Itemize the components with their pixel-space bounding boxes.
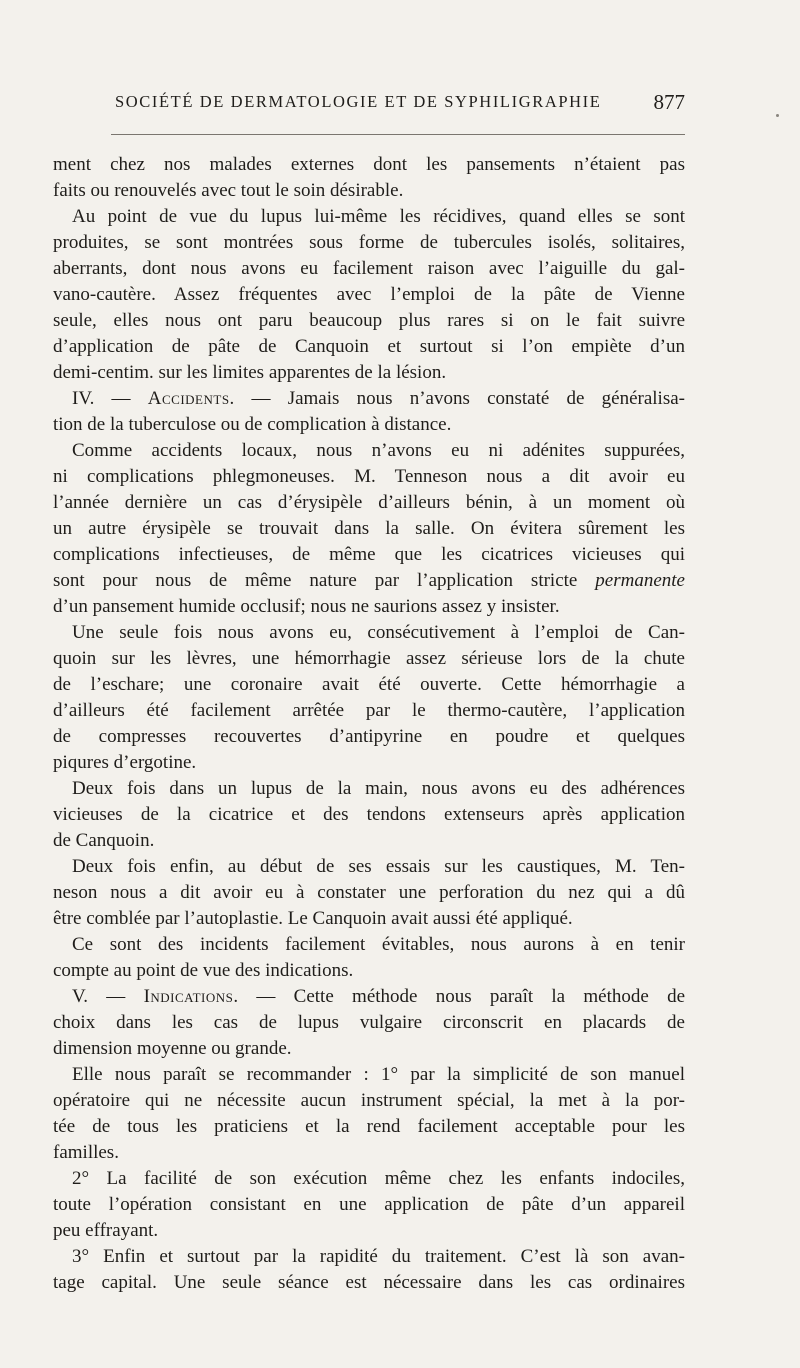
text-line: IV. — Accidents. — Jamais nous n’avons constaté de généralisa-: [72, 388, 685, 409]
text-line: vicieuses de la cicatrice et des tendons extenseurs après application: [53, 804, 685, 825]
paragraph: [53, 152, 685, 204]
text-line: de Canquoin.: [53, 830, 155, 851]
text-line: Une seule fois nous avons eu, consécutivement à l’emploi de Can-: [72, 622, 685, 643]
text-line: Comme accidents locaux, nous n’avons eu ni adénites suppurées,: [72, 440, 685, 461]
section-heading: Indications: [143, 986, 234, 1007]
text-line: demi-centim. sur les limites apparentes de la lésion.: [53, 362, 447, 383]
emphasis: permanente: [595, 570, 685, 591]
paragraph: [53, 438, 685, 620]
text-line: Ce sont des incidents facilement évitables, nous aurons à en tenir: [72, 934, 685, 955]
text-line: complications infectieuses, de même que les cicatrices vicieuses qui: [53, 544, 685, 565]
text-line: tion de la tuberculose ou de complication à distance.: [53, 414, 452, 435]
text-line: Deux fois enfin, au début de ses essais sur les caustiques, M. Ten-: [72, 856, 685, 877]
paragraph: [53, 386, 685, 438]
text-line: seule, elles nous ont paru beaucoup plus rares si on le fait suivre: [53, 310, 685, 331]
text-line: ment chez nos malades externes dont les pansements n’étaient pas: [53, 154, 685, 175]
text-line: 3° Enfin et surtout par la rapidité du traitement. C’est là son avan-: [72, 1246, 685, 1267]
text-line: aberrants, dont nous avons eu facilement raison avec l’aiguille du gal-: [53, 258, 685, 279]
text-line: d’application de pâte de Canquoin et surtout si l’on empiète d’un: [53, 336, 685, 357]
text-line: 2° La facilité de son exécution même chez les enfants indociles,: [72, 1168, 685, 1189]
text-line: d’ailleurs été facilement arrêtée par le thermo-cautère, l’application: [53, 700, 685, 721]
paragraph: [53, 1062, 685, 1166]
text-line: toute l’opération consistant en une application de pâte d’un appareil: [53, 1194, 685, 1215]
text-line: tage capital. Une seule séance est nécessaire dans les cas ordinaires: [53, 1272, 685, 1293]
text-line: piqures d’ergotine.: [53, 752, 197, 773]
text-line: choix dans les cas de lupus vulgaire circonscrit en placards de: [53, 1012, 685, 1033]
running-title: SOCIÉTÉ DE DERMATOLOGIE ET DE SYPHILIGRAPHIE: [115, 92, 602, 111]
paragraph: [53, 620, 685, 776]
text-line: être comblée par l’autoplastie. Le Canquoin avait aussi été appliqué.: [53, 908, 573, 929]
text-line: un autre érysipèle se trouvait dans la salle. On évitera sûrement les: [53, 518, 685, 539]
paragraph: [53, 204, 685, 386]
text-line: compte au point de vue des indications.: [53, 960, 354, 981]
text-line: ni complications phlegmoneuses. M. Tenneson nous a dit avoir eu: [53, 466, 685, 487]
text-line: quoin sur les lèvres, une hémorrhagie assez sérieuse lors de la chute: [53, 648, 685, 669]
text-line: V. — Indications. — Cette méthode nous paraît la méthode de: [72, 986, 685, 1007]
paragraph: [53, 1166, 685, 1244]
text-line: peu effrayant.: [53, 1220, 159, 1241]
text-line: tée de tous les praticiens et la rend facilement acceptable pour les: [53, 1116, 685, 1137]
paragraph: [53, 984, 685, 1062]
text-line: dimension moyenne ou grande.: [53, 1038, 292, 1059]
page-number: 877: [653, 90, 685, 114]
section-heading: Accidents: [147, 388, 230, 409]
text-line: de l’eschare; une coronaire avait été ouverte. Cette hémorrhagie a: [53, 674, 685, 695]
body-text: [53, 152, 685, 1296]
page-header: [115, 92, 685, 126]
text-line: de compresses recouvertes d’antipyrine en poudre et quelques: [53, 726, 685, 747]
text-line: opératoire qui ne nécessite aucun instrument spécial, la met à la por-: [53, 1090, 685, 1111]
text-line: Deux fois dans un lupus de la main, nous avons eu des adhérences: [72, 778, 685, 799]
paragraph: [53, 854, 685, 932]
paragraph: [53, 776, 685, 854]
margin-speck: [776, 114, 779, 117]
paragraph: [53, 1244, 685, 1296]
paragraph: [53, 932, 685, 984]
text-line: Elle nous paraît se recommander : 1° par la simplicité de son manuel: [72, 1064, 685, 1085]
text-line: vano-cautère. Assez fréquentes avec l’emploi de la pâte de Vienne: [53, 284, 685, 305]
text-line: l’année dernière un cas d’érysipèle d’ailleurs bénin, à un moment où: [53, 492, 685, 513]
text-line: faits ou renouvelés avec tout le soin désirable.: [53, 180, 404, 201]
header-rule: [111, 134, 685, 135]
text-line: d’un pansement humide occlusif; nous ne saurions assez y insister.: [53, 596, 560, 617]
text-line: Au point de vue du lupus lui-même les récidives, quand elles se sont: [72, 206, 685, 227]
text-line: sont pour nous de même nature par l’application stricte permanente: [53, 570, 685, 591]
text-line: neson nous a dit avoir eu à constater une perforation du nez qui a dû: [53, 882, 685, 903]
text-line: familles.: [53, 1142, 119, 1163]
text-line: produites, se sont montrées sous forme de tubercules isolés, solitaires,: [53, 232, 685, 253]
